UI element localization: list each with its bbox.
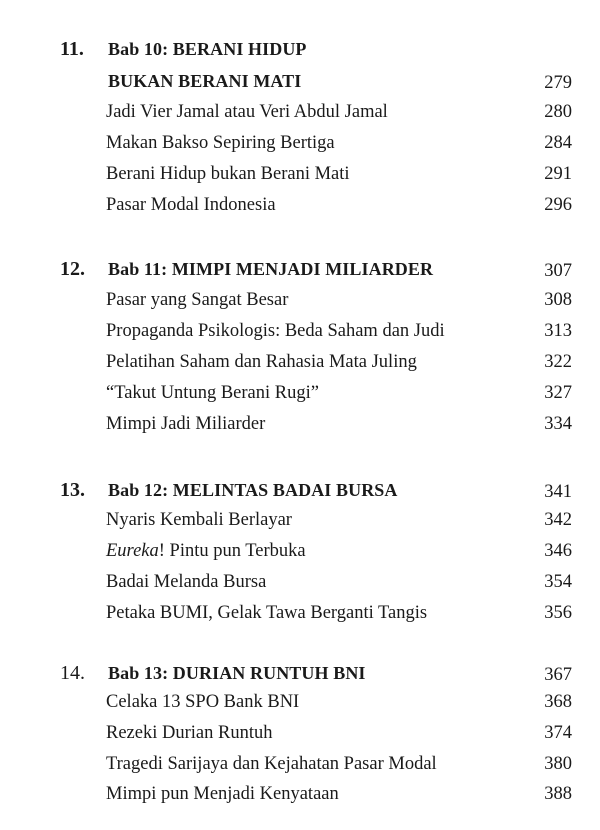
entry-page-number: 296 xyxy=(544,195,572,215)
entry-title: Mimpi pun Menjadi Kenyataan xyxy=(106,784,339,804)
entry-title: Pelatihan Saham dan Rahasia Mata Juling xyxy=(106,352,417,372)
chapter-page-number: 341 xyxy=(544,482,572,502)
entry-title: Celaka 13 SPO Bank BNI xyxy=(106,692,300,712)
entry-title: Mimpi Jadi Miliarder xyxy=(106,414,266,434)
toc-entry xyxy=(0,133,600,164)
entry-page-number: 356 xyxy=(544,603,572,623)
toc-entry xyxy=(0,723,600,754)
entry-title: “Takut Untung Berani Rugi” xyxy=(106,383,319,403)
entry-page-number: 327 xyxy=(544,383,572,403)
chapter-heading xyxy=(0,70,600,102)
toc-entry xyxy=(0,572,600,603)
entry-page-number: 368 xyxy=(544,692,572,712)
entry-page-number: 322 xyxy=(544,352,572,372)
toc-entry xyxy=(0,352,600,383)
chapter-page-number: 279 xyxy=(544,73,572,93)
chapter-heading xyxy=(0,479,600,511)
chapter-number: 14. xyxy=(60,662,85,684)
entry-title-rest: ! Pintu pun Terbuka xyxy=(158,541,306,561)
chapter-number: 13. xyxy=(60,479,85,501)
chapter-title: Bab 13: DURIAN RUNTUH BNI xyxy=(108,663,366,683)
entry-title: Petaka BUMI, Gelak Tawa Berganti Tangis xyxy=(106,603,428,623)
entry-title: Pasar yang Sangat Besar xyxy=(106,290,289,310)
toc-entry xyxy=(0,541,600,572)
entry-title: Propaganda Psikologis: Beda Saham dan Judi xyxy=(106,321,445,341)
toc-entry xyxy=(0,510,600,541)
toc-entry xyxy=(0,383,600,414)
entry-page-number: 313 xyxy=(544,321,572,341)
entry-title: Badai Melanda Bursa xyxy=(106,572,267,592)
entry-title: Nyaris Kembali Berlayar xyxy=(106,510,292,530)
entry-page-number: 280 xyxy=(544,102,572,122)
entry-page-number: 380 xyxy=(544,754,572,774)
entry-page-number: 334 xyxy=(544,414,572,434)
entry-page-number: 284 xyxy=(544,133,572,153)
toc-entry xyxy=(0,414,600,445)
chapter-title-line2: BUKAN BERANI MATI xyxy=(108,71,302,91)
chapter-page-number: 307 xyxy=(544,261,572,281)
toc-entry xyxy=(0,692,600,723)
entry-title-italic: Eureka xyxy=(106,541,159,561)
chapter-title-line1: Bab 10: BERANI HIDUP xyxy=(108,39,307,59)
toc-entry xyxy=(0,102,600,133)
entry-page-number: 346 xyxy=(544,541,572,561)
entry-title: Berani Hidup bukan Berani Mati xyxy=(106,164,350,184)
toc-entry xyxy=(0,784,600,815)
chapter-title: Bab 12: MELINTAS BADAI BURSA xyxy=(108,480,398,500)
entry-title: Makan Bakso Sepiring Bertiga xyxy=(106,133,335,153)
toc-entry xyxy=(0,164,600,195)
entry-title xyxy=(106,541,306,562)
entry-page-number: 388 xyxy=(544,784,572,804)
toc-entry xyxy=(0,603,600,634)
entry-page-number: 308 xyxy=(544,290,572,310)
toc-entry xyxy=(0,290,600,321)
entry-page-number: 354 xyxy=(544,572,572,592)
toc-entry xyxy=(0,195,600,226)
chapter-page-number: 367 xyxy=(544,665,572,685)
chapter-heading xyxy=(0,662,600,694)
entry-title: Pasar Modal Indonesia xyxy=(106,195,276,215)
entry-title: Rezeki Durian Runtuh xyxy=(106,723,273,743)
toc-entry xyxy=(0,754,600,785)
entry-page-number: 291 xyxy=(544,164,572,184)
chapter-number: 11. xyxy=(60,38,84,60)
entry-title: Tragedi Sarijaya dan Kejahatan Pasar Modal xyxy=(106,754,437,774)
entry-page-number: 342 xyxy=(544,510,572,530)
entry-page-number: 374 xyxy=(544,723,572,743)
toc-entry xyxy=(0,321,600,352)
chapter-number: 12. xyxy=(60,258,85,280)
chapter-heading xyxy=(0,258,600,290)
entry-title: Jadi Vier Jamal atau Veri Abdul Jamal xyxy=(106,102,388,122)
chapter-title: Bab 11: MIMPI MENJADI MILIARDER xyxy=(108,259,434,279)
